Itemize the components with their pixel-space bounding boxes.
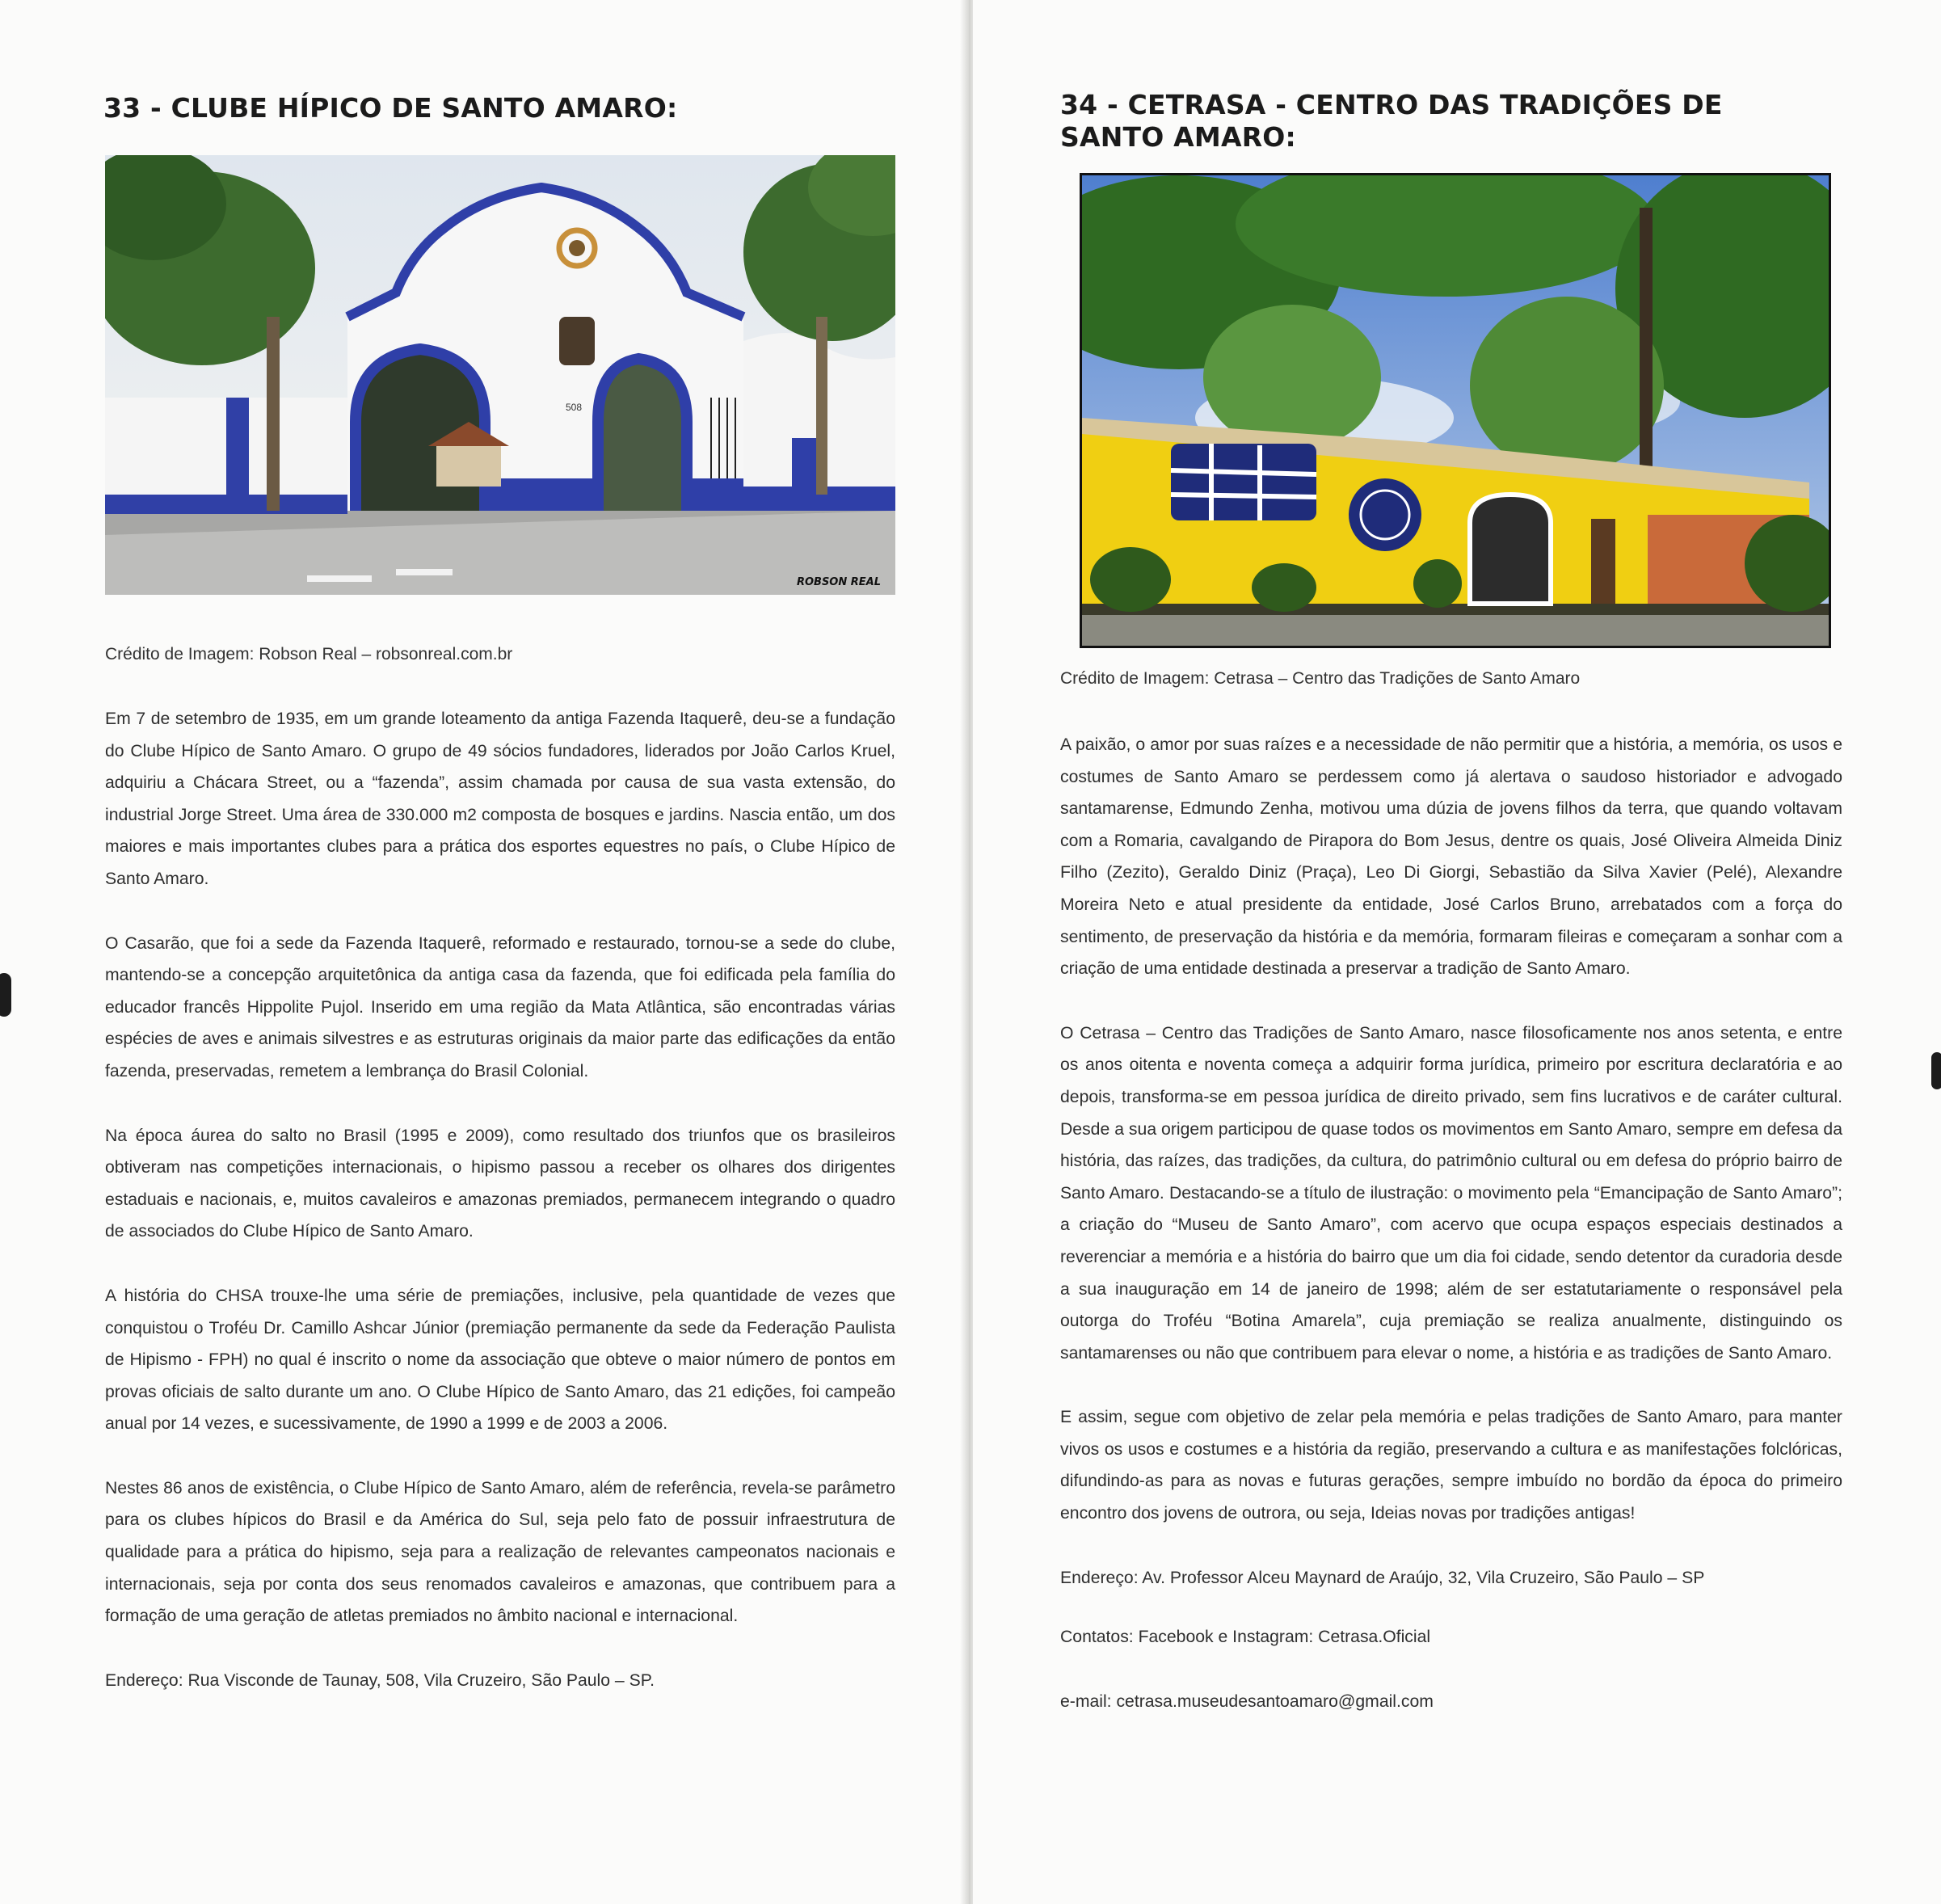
right-paragraph: A paixão, o amor por suas raízes e a necessidade de não permitir que a história, a memória, os usos e costumes de Santo Amaro se perdessem como já alertava o saudoso historiador e advogado santamarense, Edmundo Zenha, motivou uma dúzia de jovens filhos da terra, que quando voltavam com a Romaria, cavalgando de Pirapora do Bom Jesus, dentre os quais, José Oliveira Almeida Diniz Filho (Zezito), Geraldo Diniz (Praça), Leo Di Giorgi, Sebastião da Silva Xavier (Pelé), Alexandre Moreira Neto e atual presidente da entidade, José Carlos Bruno, arrebatados com a força do sentimento, de preservação da história e da memória, formaram fileiras e começaram a sonhar com a criação de uma entidade destinada a preservar a tradição de Santo Amaro. [1060, 735, 1842, 979]
left-paragraph: O Casarão, que foi a sede da Fazenda Itaquerê, reformado e restaurado, tornou-se a sede do clube, mantendo-se a concepção arquitetônica da antiga casa da fazenda, que foi edificada pela família do educador francês Hippolite Pujol. Inserido em uma região da Mata Atlântica, são encontradas várias espécies de aves e animais silvestres e as estruturas originais da maior parte das edificações da então fazenda, preservadas, remetem a lembrança do Brasil Colonial. [105, 933, 895, 1080]
photo-watermark: ROBSON REAL [796, 576, 881, 588]
right-section-title [1060, 89, 1723, 154]
left-paragraph: Na época áurea do salto no Brasil (1995 e 2009), como resultado dos triunfos que os brasileiros obtiveram nas competições internacionais, o hipismo passou a receber os olhares dos dirigentes estaduais e nacionais, e, muitos cavaleiros e amazonas premiados, permanecem integrando o quadro de associados do Clube Hípico de Santo Amaro. [105, 1126, 895, 1241]
right-paragraph: E assim, segue com objetivo de zelar pela memória e pelas tradições de Santo Amaro, para manter vivos os usos e costumes e a história da região, preservando a cultura e as manifestações folclóricas, difundindo-as para as novas e futuras gerações, sempre imbuído no bordão da época do primeiro encontro dos jovens de outrora, ou seja, Ideias novas por tradições antigas! [1060, 1408, 1842, 1523]
left-body-text [105, 703, 895, 1729]
right-image-credit: Crédito de Imagem: Cetrasa – Centro das Tradições de Santo Amaro [1060, 669, 1581, 688]
right-paragraph: O Cetrasa – Centro das Tradições de Santo Amaro, nasce filosoficamente nos anos setenta, e entre os anos oitenta e noventa começa a adquirir forma jurídica, primeiro por escritura declaratória e ao depois, transforma-se em pessoa jurídica de direito privado, sem fins lucrativos e de caráter cultural. Desde a sua origem participou de quase todos os movimentos em Santo Amaro, sempre em defesa da história, das raízes, das tradições, da cultura, do patrimônio cultural ou em defesa do próprio bairro de Santo Amaro. Destacando-se a título de ilustração: o movimento pela “Emancipação de Santo Amaro”; a criação do “Museu de Santo Amaro”, com acervo que ocupa espaços especiais destinados a reverenciar a memória e a história do bairro que um dia foi cidade, sendo detentor da curadoria desde a sua inauguração em 14 de janeiro de 1998; além de ser estatutariamente o responsável pela outorga do Troféu “Botina Amarela”, cuja premiação se realiza anualmente, distinguindo os santamarenses ou não que contribuem para elevar o nome, a história e as tradições de Santo Amaro. [1060, 1023, 1842, 1363]
right-address: Endereço: Av. Professor Alceu Maynard de Araújo, 32, Vila Cruzeiro, São Paulo – SP [1060, 1568, 1705, 1587]
left-paragraph: A história do CHSA trouxe-lhe uma série de premiações, inclusive, pela quantidade de vezes que conquistou o Troféu Dr. Camillo Ashcar Júnior (premiação permanente da sede da Federação Paulista de Hipismo - FPH) no qual é inscrito o nome da associação que obteve o maior número de pontos em provas oficiais de salto durante um ano. O Clube Hípico de Santo Amaro, das 21 edições, foi campeão anual por 14 vezes, e sucessivamente, de 1990 a 1999 e de 2003 a 2006. [105, 1286, 895, 1434]
gate-number-sign: 508 [565, 402, 583, 413]
museum-photo-drawing [1082, 175, 1829, 646]
right-title-line1: 34 - CETRASA - CENTRO DAS TRADIÇÕES DE [1060, 89, 1723, 120]
right-title-line2: SANTO AMARO: [1060, 121, 1296, 153]
right-contacts: Contatos: Facebook e Instagram: Cetrasa.Oficial [1060, 1628, 1431, 1647]
right-email: e-mail: cetrasa.museudesantoamaro@gmail.com [1060, 1691, 1434, 1711]
binder-mark-right [1931, 1052, 1941, 1089]
gate-photo-drawing [105, 155, 895, 595]
museum-photo [1080, 173, 1831, 648]
right-body-text [1060, 729, 1842, 1750]
right-page [973, 0, 1941, 1904]
left-paragraph: Nestes 86 anos de existência, o Clube Hípico de Santo Amaro, além de referência, revela-se parâmetro para os clubes hípicos do Brasil e da América do Sul, seja pelo fato de possuir infraestrutura de qualidade para a prática do hipismo, seja para a realização de relevantes campeonatos nacionais e internacionais, seja por conta dos seus renomados cavaleiros e amazonas, que contribuem para a formação de uma geração de atletas premiados no âmbito nacional e internacional. [105, 1478, 895, 1626]
binder-mark-left [0, 973, 11, 1017]
left-paragraph: Em 7 de setembro de 1935, em um grande loteamento da antiga Fazenda Itaquerê, deu-se a fundação do Clube Hípico de Santo Amaro. O grupo de 49 sócios fundadores, liderados por João Carlos Kruel, adquiriu a Chácara Street, ou a “fazenda”, assim chamada por causa de sua vasta extensão, do industrial Jorge Street. Uma área de 330.000 m2 composta de bosques e jardins. Nascia então, um dos maiores e mais importantes clubes para a prática dos esportes equestres no país, o Clube Hípico de Santo Amaro. [105, 710, 895, 888]
left-section-title: 33 - CLUBE HÍPICO DE SANTO AMARO: [103, 92, 678, 124]
left-image-credit: Crédito de Imagem: Robson Real – robsonreal.com.br [105, 645, 513, 663]
gate-photo [105, 155, 895, 595]
left-page [0, 0, 966, 1904]
left-address: Endereço: Rua Visconde de Taunay, 508, Vila Cruzeiro, São Paulo – SP. [105, 1670, 655, 1690]
